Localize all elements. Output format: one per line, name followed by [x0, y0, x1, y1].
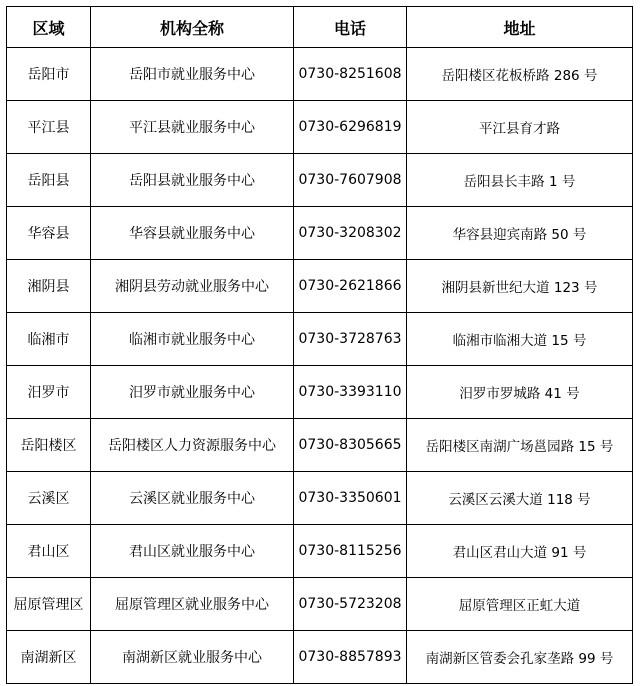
cell-phone: 0730-8115256	[294, 525, 407, 578]
cell-institution: 平江县就业服务中心	[91, 101, 294, 154]
cell-phone: 0730-2621866	[294, 260, 407, 313]
cell-region: 岳阳楼区	[7, 419, 91, 472]
cell-institution: 岳阳楼区人力资源服务中心	[91, 419, 294, 472]
cell-institution: 岳阳市就业服务中心	[91, 48, 294, 101]
cell-address: 华容县迎宾南路 50 号	[407, 207, 633, 260]
cell-phone: 0730-6296819	[294, 101, 407, 154]
cell-address: 屈原管理区正虹大道	[407, 578, 633, 631]
cell-phone: 0730-8251608	[294, 48, 407, 101]
cell-address: 湘阴县新世纪大道 123 号	[407, 260, 633, 313]
cell-institution: 湘阴县劳动就业服务中心	[91, 260, 294, 313]
header-address: 地址	[407, 7, 633, 48]
cell-address: 汨罗市罗城路 41 号	[407, 366, 633, 419]
header-region: 区域	[7, 7, 91, 48]
table-row	[7, 48, 633, 101]
table-row	[7, 472, 633, 525]
cell-region: 岳阳市	[7, 48, 91, 101]
cell-region: 屈原管理区	[7, 578, 91, 631]
cell-region: 平江县	[7, 101, 91, 154]
cell-phone: 0730-3350601	[294, 472, 407, 525]
cell-phone: 0730-8305665	[294, 419, 407, 472]
cell-phone: 0730-5723208	[294, 578, 407, 631]
table-row	[7, 260, 633, 313]
cell-region: 湘阴县	[7, 260, 91, 313]
cell-address: 平江县育才路	[407, 101, 633, 154]
cell-institution: 君山区就业服务中心	[91, 525, 294, 578]
table-row	[7, 366, 633, 419]
table-row	[7, 578, 633, 631]
cell-address: 岳阳楼区南湖广场邕园路 15 号	[407, 419, 633, 472]
cell-region: 云溪区	[7, 472, 91, 525]
cell-region: 君山区	[7, 525, 91, 578]
table-row	[7, 154, 633, 207]
cell-address: 云溪区云溪大道 118 号	[407, 472, 633, 525]
cell-phone: 0730-8857893	[294, 631, 407, 684]
header-phone: 电话	[294, 7, 407, 48]
table-row	[7, 525, 633, 578]
table-row	[7, 631, 633, 684]
table-row	[7, 419, 633, 472]
cell-institution: 岳阳县就业服务中心	[91, 154, 294, 207]
cell-institution: 屈原管理区就业服务中心	[91, 578, 294, 631]
table-row	[7, 101, 633, 154]
header-institution-name: 机构全称	[91, 7, 294, 48]
cell-phone: 0730-7607908	[294, 154, 407, 207]
cell-address: 岳阳县长丰路 1 号	[407, 154, 633, 207]
cell-address: 南湖新区管委会孔家垄路 99 号	[407, 631, 633, 684]
cell-region: 华容县	[7, 207, 91, 260]
cell-institution: 云溪区就业服务中心	[91, 472, 294, 525]
table-row	[7, 313, 633, 366]
cell-institution: 汨罗市就业服务中心	[91, 366, 294, 419]
cell-institution: 南湖新区就业服务中心	[91, 631, 294, 684]
cell-region: 岳阳县	[7, 154, 91, 207]
cell-phone: 0730-3393110	[294, 366, 407, 419]
cell-region: 临湘市	[7, 313, 91, 366]
cell-region: 南湖新区	[7, 631, 91, 684]
cell-address: 临湘市临湘大道 15 号	[407, 313, 633, 366]
cell-address: 岳阳楼区花板桥路 286 号	[407, 48, 633, 101]
cell-phone: 0730-3208302	[294, 207, 407, 260]
employment-service-table-container	[6, 6, 633, 684]
cell-address: 君山区君山大道 91 号	[407, 525, 633, 578]
cell-region: 汨罗市	[7, 366, 91, 419]
cell-phone: 0730-3728763	[294, 313, 407, 366]
employment-service-table	[6, 6, 633, 684]
cell-institution: 华容县就业服务中心	[91, 207, 294, 260]
table-row	[7, 207, 633, 260]
cell-institution: 临湘市就业服务中心	[91, 313, 294, 366]
table-header-row	[7, 7, 633, 48]
